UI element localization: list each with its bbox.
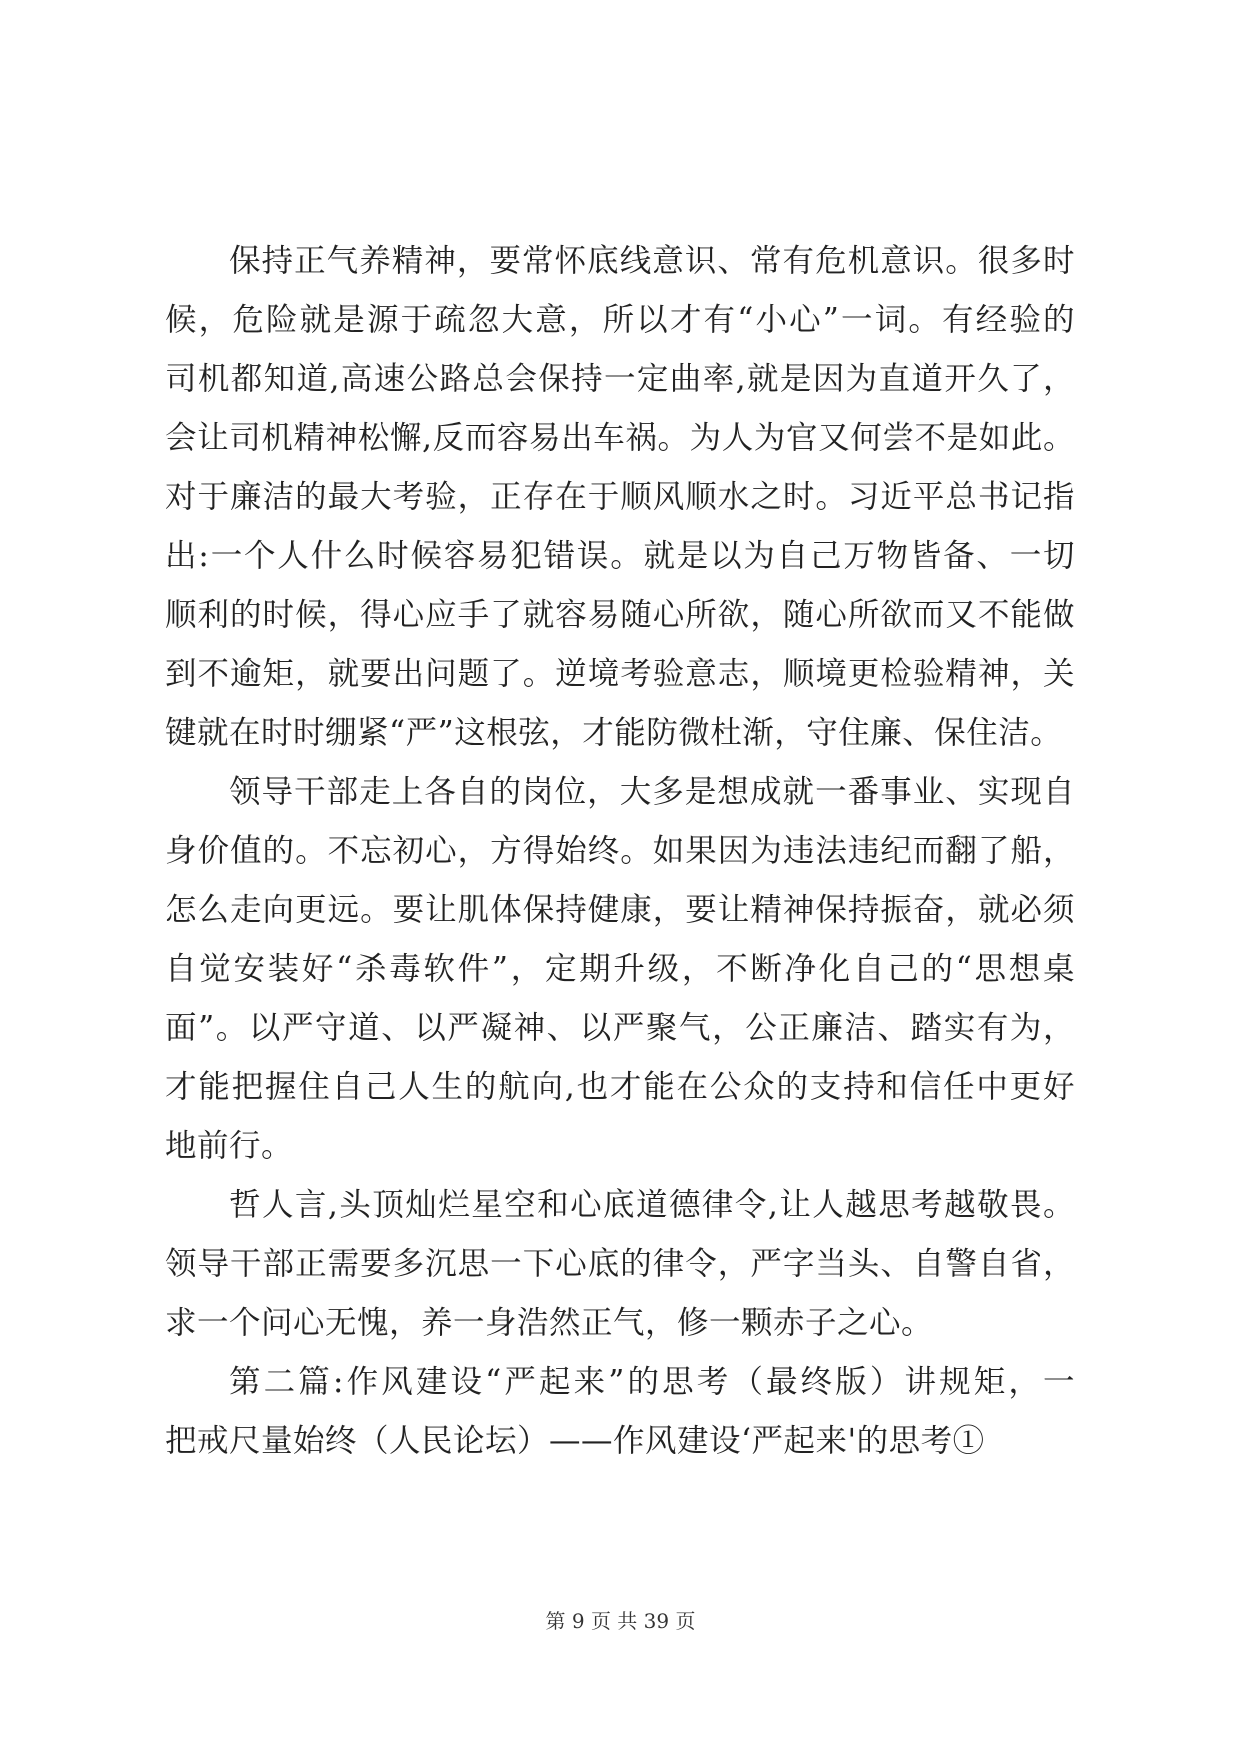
text-line: 哲人言,头顶灿烂星空和心底道德律令,让人越思考越敬畏。 — [229, 1187, 1075, 1223]
text-line: 出:一个人什么时候容易犯错误。就是以为自己万物皆备、一切 — [165, 538, 1075, 574]
text-line: 司机都知道,高速公路总会保持一定曲率,就是因为直道开久了， — [165, 361, 1075, 397]
text-line: 才能把握住自己人生的航向,也才能在公众的支持和信任中更好 — [165, 1069, 1075, 1105]
text-line: 自觉安装好“杀毒软件”，定期升级，不断净化自己的“思想桌 — [165, 951, 1075, 987]
page-number-footer: 第 9 页 共 39 页 — [545, 1609, 696, 1633]
paragraph-2 — [165, 763, 1075, 1176]
text-line: 会让司机精神松懈,反而容易出车祸。为人为官又何尝不是如此。 — [165, 420, 1075, 456]
text-line: 第二篇:作风建设“严起来”的思考（最终版）讲规矩，一 — [229, 1364, 1075, 1400]
paragraph-4 — [165, 1353, 1075, 1471]
text-line: 候，危险就是源于疏忽大意，所以才有“小心”一词。有经验的 — [165, 302, 1075, 338]
document-body — [165, 232, 1075, 1471]
text-line: 怎么走向更远。要让肌体保持健康，要让精神保持振奋，就必须 — [165, 892, 1075, 928]
paragraph-3 — [165, 1176, 1075, 1353]
text-line: 求一个问心无愧，养一身浩然正气，修一颗赤子之心。 — [165, 1305, 934, 1341]
text-line: 身价值的。不忘初心，方得始终。如果因为违法违纪而翻了船， — [165, 833, 1075, 869]
text-line: 地前行。 — [165, 1128, 294, 1164]
text-line: 保持正气养精神，要常怀底线意识、常有危机意识。很多时 — [229, 243, 1075, 279]
text-line: 领导干部走上各自的岗位，大多是想成就一番事业、实现自 — [229, 774, 1075, 810]
text-line: 把戒尺量始终（人民论坛）——作风建设‘严起来'的思考① — [165, 1423, 985, 1459]
text-line: 顺利的时候，得心应手了就容易随心所欲，随心所欲而又不能做 — [165, 597, 1075, 633]
text-line: 领导干部正需要多沉思一下心底的律令，严字当头、自警自省， — [165, 1246, 1075, 1282]
text-line: 面”。以严守道、以严凝神、以严聚气，公正廉洁、踏实有为， — [165, 1010, 1075, 1046]
paragraph-1 — [165, 232, 1075, 763]
text-line: 对于廉洁的最大考验，正存在于顺风顺水之时。习近平总书记指 — [165, 479, 1075, 515]
text-line: 到不逾矩，就要出问题了。逆境考验意志，顺境更检验精神，关 — [165, 656, 1075, 692]
text-line: 键就在时时绷紧“严”这根弦，才能防微杜渐，守住廉、保住洁。 — [165, 715, 1063, 751]
